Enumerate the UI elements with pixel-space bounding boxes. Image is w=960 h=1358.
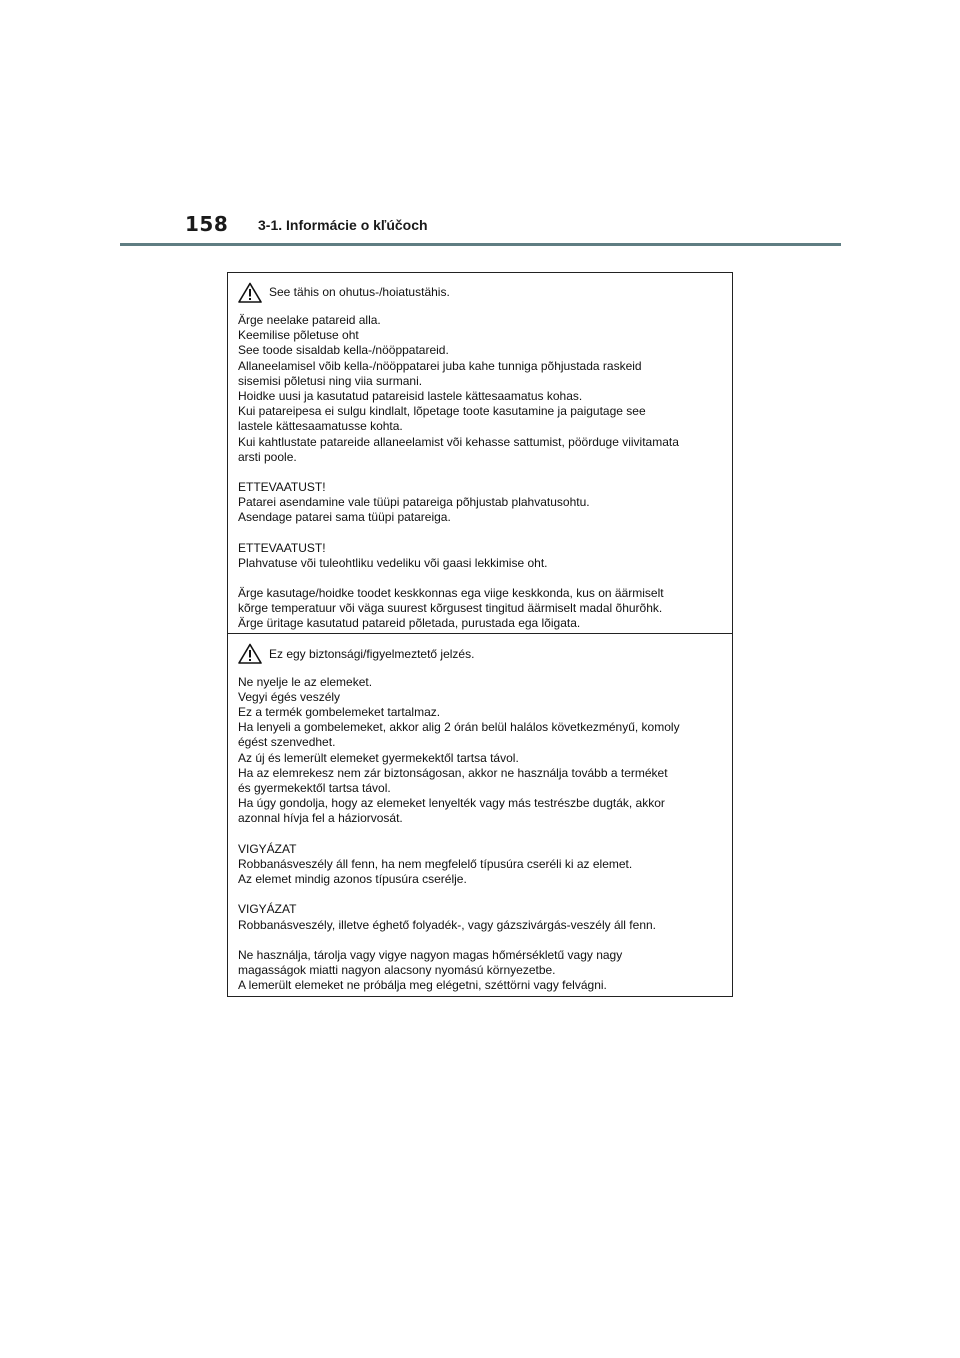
warning-text-line: Ne nyelje le az elemeket. [238,674,373,689]
warning-text-line: ETTEVAATUST! [238,540,326,555]
warning-text-line: azonnal hívja fel a háziorvosát. [238,811,403,826]
section-title: 3-1. Informácie o kľúčoch [258,217,428,233]
warning-text-line: Robbanásveszély, illetve éghető folyadék-, vagy gázszivárgás-veszély áll fenn. [238,917,656,932]
warning-text-line: ETTEVAATUST! [238,480,326,495]
warning-triangle-icon [238,643,262,664]
warning-text-line: kõrge temperatuur või väga suurest kõrgusest tingitud äärmiselt madal õhurõhk. [238,601,663,616]
warning-paragraph [238,480,722,526]
warning-text-line: Allaneelamisel võib kella-/nööppatarei juba kahe tunniga põhjustada raskeid [238,358,642,373]
warning-text-line: See toode sisaldab kella-/nööppatareid. [238,343,449,358]
warning-text-line: Ha úgy gondolja, hogy az elemeket lenyelték vagy más testrészbe dugták, akkor [238,796,665,811]
warning-text-line: Ne használja, tárolja vagy vigye nagyon magas hőmérsékletű vagy nagy [238,947,623,962]
warning-heading: Ez egy biztonsági/figyelmeztető jelzés. [269,646,475,661]
warning-text-line: Vegyi égés veszély [238,689,341,704]
warning-text-line: Ha lenyeli a gombelemeket, akkor alig 2 órán belül halálos következményű, komoly [238,720,680,735]
warning-text-line: égést szenvedhet. [238,735,336,750]
warning-paragraph [238,541,722,571]
warning-text-line: Ha az elemrekesz nem zár biztonságosan, akkor ne használja tovább a terméket [238,765,668,780]
warning-heading-row [238,643,722,665]
warning-text-line: sisemisi põletusi ning viia surmani. [238,373,423,388]
warning-text-line: Asendage patarei sama tüüpi patareiga. [238,510,451,525]
warning-section-estonian [228,273,732,633]
warning-paragraph [238,842,722,888]
warning-paragraph [238,313,722,465]
warning-text-line: Keemilise põletuse oht [238,328,359,343]
warning-paragraph [238,948,722,994]
warning-text-line: Ez a termék gombelemeket tartalmaz. [238,705,441,720]
page-number: 158 [185,212,229,236]
header-divider [120,243,841,246]
warning-text-line: és gyermekektől tartsa távol. [238,781,391,796]
warning-heading-row [238,281,722,303]
warning-text-line: Az elemet mindig azonos típusúra cserélje. [238,872,467,887]
warning-paragraph [238,586,722,632]
warning-section-hungarian [228,633,732,997]
warning-heading: See tähis on ohutus-/hoiatustähis. [269,285,450,299]
warning-text-line: Kui kahtlustate patareide allaneelamist või kehasse sattumist, pöörduge viivitamata [238,434,679,449]
warning-text-line: VIGYÁZAT [238,841,297,856]
warning-paragraph [238,675,722,827]
warning-text-line: VIGYÁZAT [238,902,297,917]
warning-text-line: Hoidke uusi ja kasutatud patareisid lastele kättesaamatus kohas. [238,389,583,404]
warning-text-line: A lemerült elemeket ne próbálja meg elégetni, széttörni vagy felvágni. [238,978,607,993]
warning-text-line: Patarei asendamine vale tüüpi patareiga põhjustab plahvatusohtu. [238,495,590,510]
warning-text-line: magasságok miatti nagyon alacsony nyomású környezetbe. [238,962,556,977]
warning-paragraph [238,902,722,932]
warning-text-line: arsti poole. [238,449,297,464]
warning-text-line: Kui patareipesa ei sulgu kindlalt, lõpetage toote kasutamine ja paigutage see [238,404,646,419]
warning-text-line: Ärge neelake patareid alla. [238,313,381,327]
warning-text-line: lastele kättesaamatusse kohta. [238,419,403,434]
battery-warning-box [227,272,733,997]
warning-text-line: Az új és lemerült elemeket gyermekektől tartsa távol. [238,750,519,765]
warning-text-line: Ärge üritage kasutatud patareid põletada, purustada ega lõigata. [238,616,581,631]
warning-text-line: Plahvatuse või tuleohtliku vedeliku või gaasi lekkimise oht. [238,555,548,570]
warning-text-line: Robbanásveszély áll fenn, ha nem megfelelő típusúra cseréli ki az elemet. [238,856,633,871]
warning-triangle-icon [238,282,262,303]
warning-text-line: Ärge kasutage/hoidke toodet keskkonnas ega viige keskkonda, kus on äärmiselt [238,586,664,601]
